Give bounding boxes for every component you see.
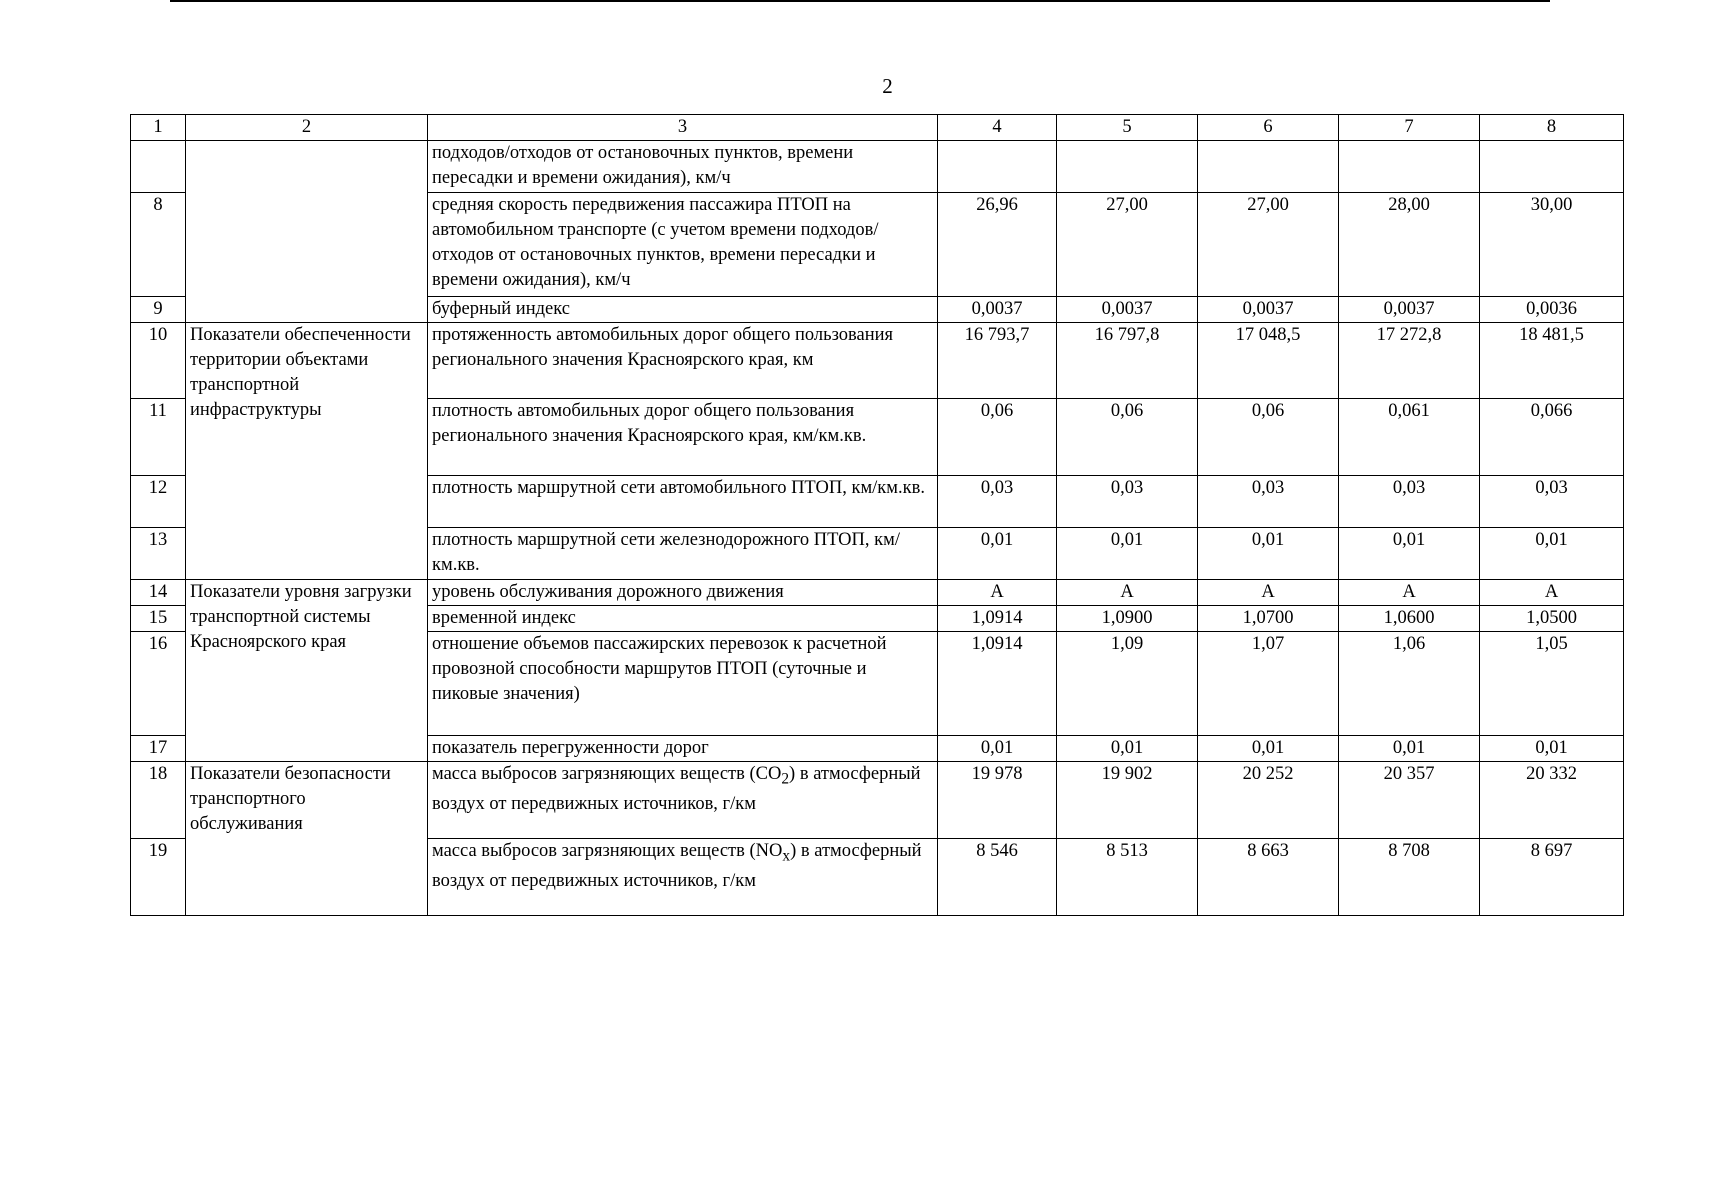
value-cell: 20 332 bbox=[1480, 762, 1624, 839]
indicator-cell: отношение объемов пассажирских перевозок к расчетной провозной способности маршрутов ПТОП (суточные и пиковые значения) bbox=[428, 632, 938, 736]
header-cell: 3 bbox=[428, 115, 938, 141]
value-cell: 16 797,8 bbox=[1057, 323, 1198, 399]
subscript: 2 bbox=[781, 770, 790, 788]
row-number: 19 bbox=[131, 839, 186, 916]
value-cell: А bbox=[1339, 580, 1480, 606]
value-cell: А bbox=[1198, 580, 1339, 606]
value-cell: А bbox=[1480, 580, 1624, 606]
value-cell: 1,09 bbox=[1057, 632, 1198, 736]
group-label bbox=[186, 141, 428, 323]
group-label: Показатели безопасности транспортного обслуживания bbox=[186, 762, 428, 916]
header-cell: 4 bbox=[938, 115, 1057, 141]
value-cell: 0,0037 bbox=[938, 297, 1057, 323]
indicator-cell: плотность маршрутной сети железнодорожного ПТОП, км/км.кв. bbox=[428, 528, 938, 580]
group-label: Показатели уровня загрузки транспортной системы Красноярского края bbox=[186, 580, 428, 762]
value-cell: 27,00 bbox=[1198, 193, 1339, 297]
value-cell: 0,03 bbox=[1480, 476, 1624, 528]
indicator-cell: подходов/отходов от остановочных пунктов, времени пересадки и времени ожидания), км/ч bbox=[428, 141, 938, 193]
value-cell: 0,01 bbox=[1057, 736, 1198, 762]
value-cell: 17 272,8 bbox=[1339, 323, 1480, 399]
indicator-cell bbox=[428, 839, 938, 916]
value-cell: 0,01 bbox=[1339, 528, 1480, 580]
row-number: 18 bbox=[131, 762, 186, 839]
indicator-cell: протяженность автомобильных дорог общего пользования регионального значения Красноярского края, км bbox=[428, 323, 938, 399]
indicators-table bbox=[130, 114, 1624, 916]
indicator-cell: показатель перегруженности дорог bbox=[428, 736, 938, 762]
indicator-cell: плотность маршрутной сети автомобильного ПТОП, км/км.кв. bbox=[428, 476, 938, 528]
header-cell: 8 bbox=[1480, 115, 1624, 141]
indicator-cell: средняя скорость передвижения пассажира ПТОП на автомобильном транспорте (с учетом времени подходов/отходов от остановочных пунктов, времени пересадки и времени ожидания), км/ч bbox=[428, 193, 938, 297]
indicator-cell: уровень обслуживания дорожного движения bbox=[428, 580, 938, 606]
row-number: 14 bbox=[131, 580, 186, 606]
row-number: 17 bbox=[131, 736, 186, 762]
subscript: x bbox=[782, 847, 791, 865]
value-cell: 1,0914 bbox=[938, 606, 1057, 632]
value-cell: 0,01 bbox=[1198, 736, 1339, 762]
header-cell: 1 bbox=[131, 115, 186, 141]
value-cell: 0,03 bbox=[938, 476, 1057, 528]
value-cell: 16 793,7 bbox=[938, 323, 1057, 399]
value-cell: 8 546 bbox=[938, 839, 1057, 916]
value-cell bbox=[1198, 141, 1339, 193]
value-cell: 0,03 bbox=[1339, 476, 1480, 528]
value-cell: 8 663 bbox=[1198, 839, 1339, 916]
value-cell: 26,96 bbox=[938, 193, 1057, 297]
row-number: 11 bbox=[131, 399, 186, 476]
value-cell: 1,06 bbox=[1339, 632, 1480, 736]
value-cell: 0,01 bbox=[1339, 736, 1480, 762]
value-cell: 1,0700 bbox=[1198, 606, 1339, 632]
value-cell bbox=[1057, 141, 1198, 193]
value-cell: 0,03 bbox=[1198, 476, 1339, 528]
value-cell: 0,0036 bbox=[1480, 297, 1624, 323]
row-number: 9 bbox=[131, 297, 186, 323]
value-cell: 0,01 bbox=[1198, 528, 1339, 580]
value-cell: 0,066 bbox=[1480, 399, 1624, 476]
value-cell: А bbox=[1057, 580, 1198, 606]
table-row bbox=[131, 762, 1624, 839]
indicator-cell: буферный индекс bbox=[428, 297, 938, 323]
indicator-text-part: масса выбросов загрязняющих веществ (CO bbox=[432, 764, 782, 784]
value-cell: 0,06 bbox=[938, 399, 1057, 476]
value-cell bbox=[938, 141, 1057, 193]
table-row bbox=[131, 141, 1624, 193]
value-cell: 0,01 bbox=[1480, 736, 1624, 762]
indicator-cell: плотность автомобильных дорог общего пользования регионального значения Красноярского края, км/км.кв. bbox=[428, 399, 938, 476]
table-row bbox=[131, 323, 1624, 399]
value-cell: 0,061 bbox=[1339, 399, 1480, 476]
value-cell: 28,00 bbox=[1339, 193, 1480, 297]
value-cell: 0,01 bbox=[938, 528, 1057, 580]
indicator-text-part: масса выбросов загрязняющих веществ (NO bbox=[432, 841, 783, 861]
value-cell: 0,01 bbox=[1057, 528, 1198, 580]
indicator-cell bbox=[428, 762, 938, 839]
row-number: 15 bbox=[131, 606, 186, 632]
table-row bbox=[131, 580, 1624, 606]
value-cell: 19 902 bbox=[1057, 762, 1198, 839]
page-number: 2 bbox=[882, 74, 893, 98]
value-cell bbox=[1480, 141, 1624, 193]
value-cell: 19 978 bbox=[938, 762, 1057, 839]
header-cell: 7 bbox=[1339, 115, 1480, 141]
value-cell: 27,00 bbox=[1057, 193, 1198, 297]
indicator-text-part: ) в атмосферный воздух от передвижных источников, г/км bbox=[432, 841, 922, 891]
value-cell: 8 708 bbox=[1339, 839, 1480, 916]
indicator-cell: временной индекс bbox=[428, 606, 938, 632]
value-cell: 1,0600 bbox=[1339, 606, 1480, 632]
header-cell: 2 bbox=[186, 115, 428, 141]
value-cell: 17 048,5 bbox=[1198, 323, 1339, 399]
value-cell: 20 252 bbox=[1198, 762, 1339, 839]
value-cell: 1,0500 bbox=[1480, 606, 1624, 632]
value-cell: 0,01 bbox=[938, 736, 1057, 762]
value-cell: 1,0914 bbox=[938, 632, 1057, 736]
row-number: 10 bbox=[131, 323, 186, 399]
value-cell: 30,00 bbox=[1480, 193, 1624, 297]
value-cell: 0,06 bbox=[1057, 399, 1198, 476]
value-cell: А bbox=[938, 580, 1057, 606]
row-number: 16 bbox=[131, 632, 186, 736]
value-cell bbox=[1339, 141, 1480, 193]
value-cell: 1,05 bbox=[1480, 632, 1624, 736]
group-label: Показатели обеспеченности территории объектами транспортной инфраструктуры bbox=[186, 323, 428, 580]
value-cell: 0,01 bbox=[1480, 528, 1624, 580]
value-cell: 1,07 bbox=[1198, 632, 1339, 736]
value-cell: 20 357 bbox=[1339, 762, 1480, 839]
value-cell: 8 513 bbox=[1057, 839, 1198, 916]
top-rule bbox=[170, 0, 1550, 2]
value-cell: 0,0037 bbox=[1339, 297, 1480, 323]
row-number: 12 bbox=[131, 476, 186, 528]
value-cell: 0,0037 bbox=[1198, 297, 1339, 323]
value-cell: 0,0037 bbox=[1057, 297, 1198, 323]
indicator-text-part: ) в атмосферный воздух от передвижных источников, г/км bbox=[432, 764, 921, 814]
value-cell: 0,06 bbox=[1198, 399, 1339, 476]
value-cell: 0,03 bbox=[1057, 476, 1198, 528]
header-cell: 6 bbox=[1198, 115, 1339, 141]
row-number bbox=[131, 141, 186, 193]
value-cell: 1,0900 bbox=[1057, 606, 1198, 632]
header-cell: 5 bbox=[1057, 115, 1198, 141]
value-cell: 8 697 bbox=[1480, 839, 1624, 916]
row-number: 8 bbox=[131, 193, 186, 297]
table-header-row bbox=[131, 115, 1624, 141]
value-cell: 18 481,5 bbox=[1480, 323, 1624, 399]
row-number: 13 bbox=[131, 528, 186, 580]
